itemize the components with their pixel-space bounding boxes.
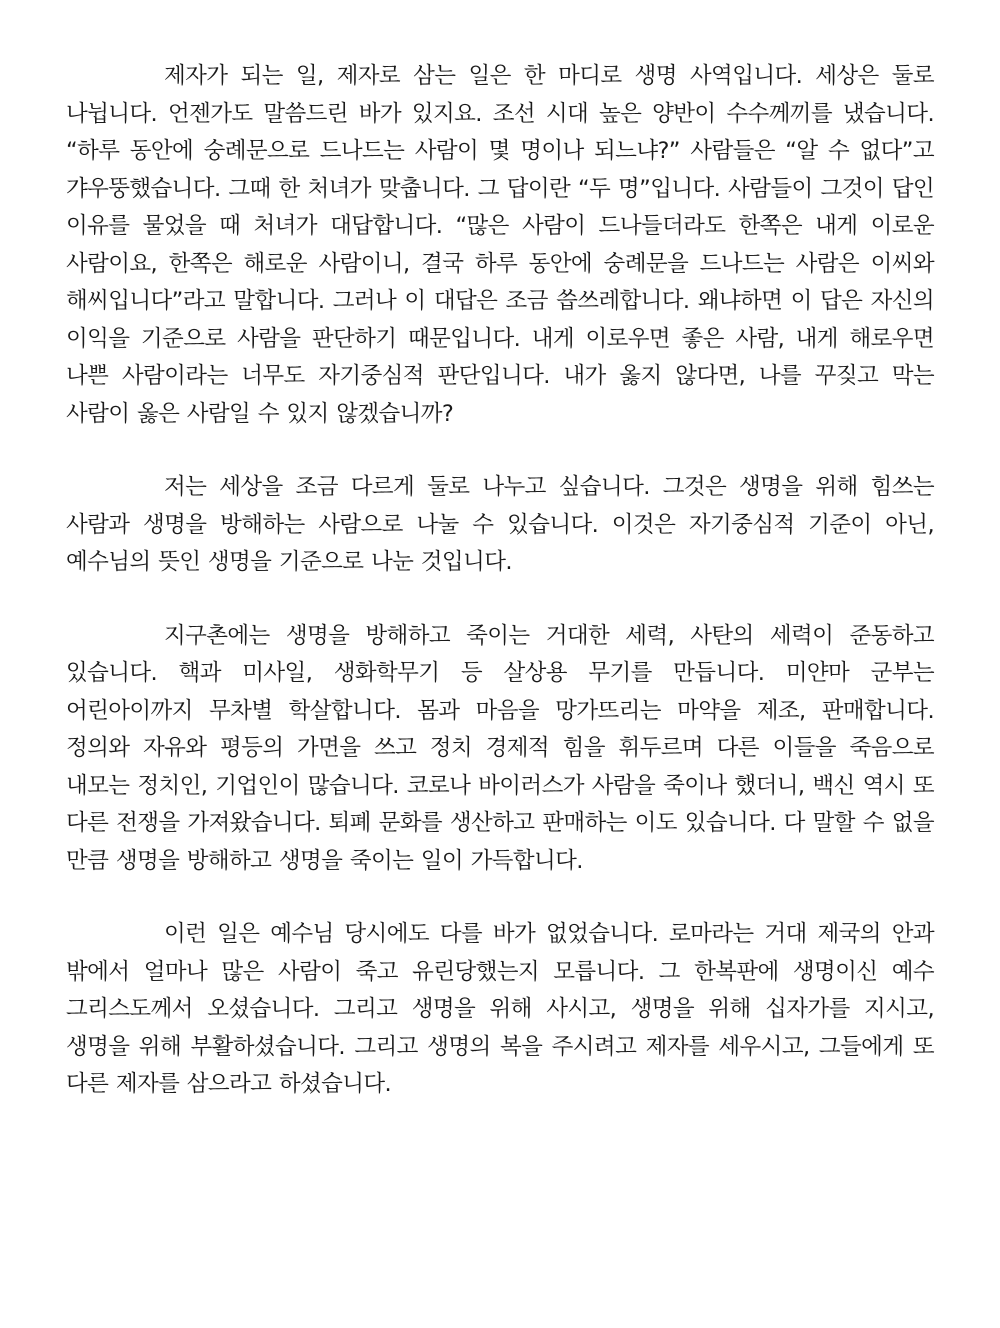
paragraph-4: 이런 일은 예수님 당시에도 다를 바가 없었습니다. 로마라는 거대 제국의 안과 밖에서 얼마나 많은 사람이 죽고 유린당했는지 모릅니다. 그 한복판에 생명이신 예수 그리스도께서 오셨습니다. 그리고 생명을 위해 사시고, 생명을 위해 십자가를 지시고, 생명을 위해 부활하셨습니다. 그리고 생명의 복을 주시려고 제자를 세우시고, 그들에게 또 다른 제자를 삼으라고 하셨습니다.: [66, 921, 934, 1097]
document-page: [66, 58, 934, 1140]
paragraph-1: 제자가 되는 일, 제자로 삼는 일은 한 마디로 생명 사역입니다. 세상은 둘로 나뉩니다. 언젠가도 말씀드린 바가 있지요. 조선 시대 높은 양반이 수수께끼를 냈습니다. “하루 동안에 숭례문으로 드나드는 사람이 몇 명이나 되느냐?” 사람들은 “알 수 없다”고 갸우뚱했습니다. 그때 한 처녀가 맞춥니다. 그 답이란 “두 명”입니다. 사람들이 그것이 답인 이유를 물었을 때 처녀가 대답합니다. “많은 사람이 드나들더라도 한쪽은 내게 이로운 사람이요, 한쪽은 해로운 사람이니, 결국 하루 동안에 숭례문을 드나드는 사람은 이씨와 해씨입니다”라고 말합니다. 그러나 이 대답은 조금 씁쓰레합니다. 왜냐하면 이 답은 자신의 이익을 기준으로 사람을 판단하기 때문입니다. 내게 이로우면 좋은 사람, 내게 해로우면 나쁜 사람이라는 너무도 자기중심적 판단입니다. 내가 옳지 않다면, 나를 꾸짖고 막는 사람이 옳은 사람일 수 있지 않겠습니까?: [66, 63, 934, 427]
paragraph-2: 저는 세상을 조금 다르게 둘로 나누고 싶습니다. 그것은 생명을 위해 힘쓰는 사람과 생명을 방해하는 사람으로 나눌 수 있습니다. 이것은 자기중심적 기준이 아닌, 예수님의 뜻인 생명을 기준으로 나눈 것입니다.: [66, 474, 934, 575]
paragraph-3: 지구촌에는 생명을 방해하고 죽이는 거대한 세력, 사탄의 세력이 준동하고 있습니다. 핵과 미사일, 생화학무기 등 살상용 무기를 만듭니다. 미얀마 군부는 어린아이까지 무차별 학살합니다. 몸과 마음을 망가뜨리는 마약을 제조, 판매합니다. 정의와 자유와 평등의 가면을 쓰고 정치 경제적 힘을 휘두르며 다른 이들을 죽음으로 내모는 정치인, 기업인이 많습니다. 코로나 바이러스가 사람을 죽이나 했더니, 백신 역시 또 다른 전쟁을 가져왔습니다. 퇴폐 문화를 생산하고 판매하는 이도 있습니다. 다 말할 수 없을 만큼 생명을 방해하고 생명을 죽이는 일이 가득합니다.: [66, 622, 934, 874]
